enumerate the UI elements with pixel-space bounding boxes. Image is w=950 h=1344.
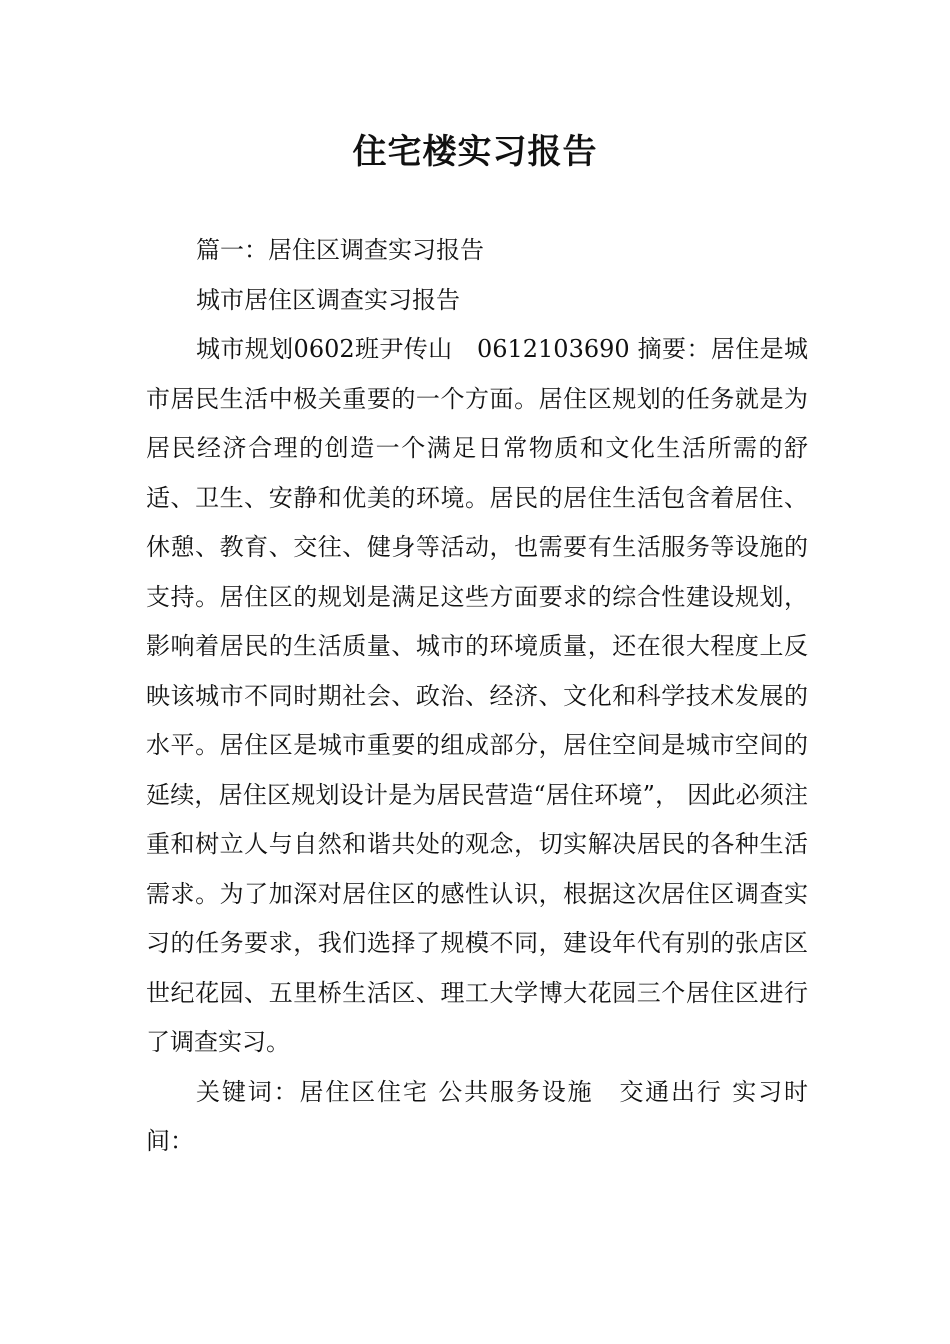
- keywords-paragraph: 关键词：居住区住宅 公共服务设施 交通出行 实习时间：: [146, 1077, 808, 1155]
- document-title: 住宅楼实习报告: [352, 132, 598, 172]
- document-body: [146, 226, 808, 1167]
- report-subtitle: 城市居住区调查实习报告: [196, 285, 460, 314]
- section-heading: 篇一：居住区调查实习报告: [196, 236, 484, 264]
- abstract-paragraph: 城市规划0602班尹传山 0612103690 摘要：居住是城市居民生活中极关重要的一个方面。居住区规划的任务就是为居民经济合理的创造一个满足日常物质和文化生活所需的舒适、卫生、安静和优美的环境。居民的居住生活包含着居住、休憩、教育、交往、健身等活动，也需要有生活服务等设施的支持。居住区的规划是满足这些方面要求的综合性建设规划，影响着居民的生活质量、城市的环境质量，还在很大程度上反映该城市不同时期社会、政治、经济、文化和科学技术发展的水平。居住区是城市重要的组成部分，居住空间是城市空间的延续，居住区规划设计是为居民营造“居住环境”， 因此必须注重和树立人与自然和谐共处的观念，切实解决居民的各种生活需求。为了加深对居住区的感性认识，根据这次居住区调查实习的任务要求，我们选择了规模不同，建设年代有别的张店区 世纪花园、五里桥生活区、理工大学博大花园三个居住区进行了调查实习。: [146, 335, 808, 1056]
